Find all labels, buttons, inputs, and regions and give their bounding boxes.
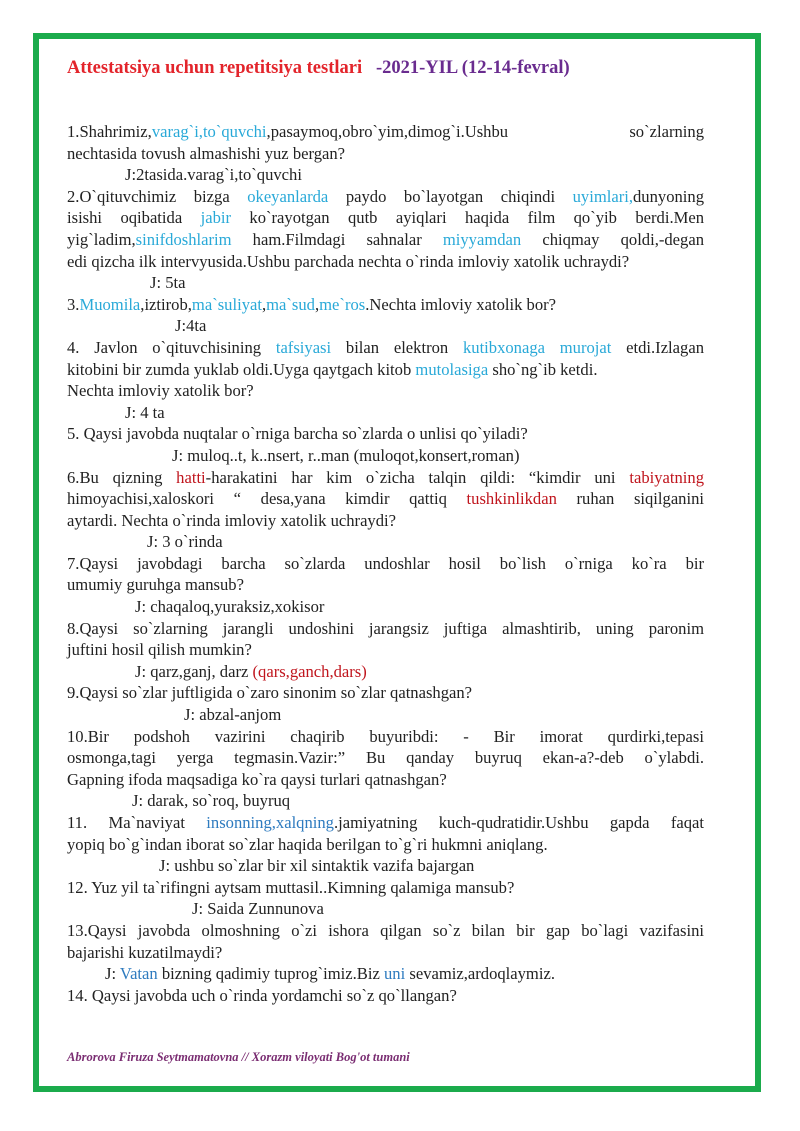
q9-text: 9.Qaysi so`zlar juftligida o`zaro sinonim so`zlar qatnashgan? <box>67 683 473 703</box>
q7-line2: umumiy guruhga mansub? <box>67 575 244 595</box>
q8-line1: 8.Qaysi so`zlarning jarangli undoshini jarangsiz juftiga almashtirib, uning paronim <box>67 618 704 638</box>
page-title <box>67 58 570 79</box>
q6-answer: J: 3 o`rinda <box>147 532 223 552</box>
q2-line2: isishi oqibatida jabir ko`rayotgan qutb ayiqlari haqida film qo`yib berdi.Men <box>67 208 705 228</box>
q2-line1: 2.O`qituvchimiz bizga okeyanlarda paydo bo`layotgan chiqindi uyimlari,dunyoning <box>67 186 704 206</box>
q4-line2: kitobini bir zumda yuklab oldi.Uyga qaytgach kitob mutolasiga sho`ng`ib ketdi. <box>67 359 598 379</box>
q11-answer: J: ushbu so`zlar bir xil sintaktik vazifa bajargan <box>159 856 475 876</box>
q1-answer: J:2tasida.varag`i,to`quvchi <box>125 165 302 185</box>
q13-answer: J: Vatan bizning qadimiy tuprog`imiz.Biz uni sevamiz,ardoqlaymiz. <box>105 964 555 984</box>
q1-line1: 1.Shahrimiz,varag`i,to`quvchi,pasaymoq,obro`yim,dimog`i.Ushbu so`zlarning <box>67 122 704 141</box>
q4-line3: Nechta imloviy xatolik bor? <box>67 381 254 401</box>
q7-answer: J: chaqaloq,yuraksiz,xokisor <box>135 597 325 617</box>
footer-author: Abrorova Firuza Seytmamatovna // Xorazm viloyati Bog'ot tumani <box>67 1050 410 1064</box>
q12-text: 12. Yuz yil ta`rifingni aytsam muttasil..Kimning qalamiga mansub? <box>67 877 515 897</box>
q2-line3: yig`ladim,sinifdoshlarim ham.Filmdagi sahnalar miyyamdan chiqmay qoldi,-degan <box>67 229 705 249</box>
q11-line1: 11. Ma`naviyat insonning,xalqning.jamiyatning kuch-qudratidir.Ushbu gapda faqat <box>67 813 704 832</box>
q13-line2: bajarishi kuzatilmaydi? <box>67 942 223 962</box>
title-main: Attestatsiya uchun repetitsiya testlari <box>67 58 363 78</box>
q10-line3: Gapning ifoda maqsadiga ko`ra qaysi turlari qatnashgan? <box>67 769 447 789</box>
q3-line1: 3.Muomila,iztirob,ma`suliyat,ma`sud,me`ros.Nechta imloviy xatolik bor? <box>67 294 557 314</box>
title-year: -2021-YIL (12-14-fevral) <box>375 58 570 78</box>
q7-line1: 7.Qaysi javobdagi barcha so`zlarda undoshlar hosil bo`lish o`rniga ko`ra bir <box>67 553 704 573</box>
q11-line2: yopiq bo`g`indan iborat so`zlar haqida berilgan to`g`ri hukmni aniqlang. <box>67 834 548 854</box>
q3-answer: J:4ta <box>175 316 207 336</box>
q5-answer: J: muloq..t, k..nsert, r..man (muloqot,konsert,roman) <box>172 445 520 465</box>
q13-line1: 13.Qaysi javobda olmoshning o`zi ishora qilgan so`z bilan bir gap bo`lagi vazifasini <box>67 920 704 940</box>
q14-text: 14. Qaysi javobda uch o`rinda yordamchi so`z qo`llangan? <box>67 985 457 1005</box>
q12-answer: J: Saida Zunnunova <box>192 899 324 919</box>
q6-line3: aytardi. Nechta o`rinda imloviy xatolik uchraydi? <box>67 510 396 530</box>
highlight: varag`i,to`quvchi <box>151 122 267 141</box>
q2-answer: J: 5ta <box>150 273 186 293</box>
q4-answer: J: 4 ta <box>125 402 165 422</box>
q8-answer: J: qarz,ganj, darz (qars,ganch,dars) <box>135 661 367 681</box>
q6-line2: himoyachisi,xaloskori “ desa,yana kimdir qattiq tushkinlikdan ruhan siqilganini <box>67 489 704 509</box>
q2-line4: edi qizcha ilk intervyusida.Ushbu parchada nechta o`rinda imloviy xatolik uchraydi? <box>67 251 630 271</box>
questions-content <box>67 121 704 1006</box>
q5-text: 5. Qaysi javobda nuqtalar o`rniga barcha so`zlarda o unlisi qo`yiladi? <box>67 424 528 444</box>
q8-line2: juftini hosil qilish mumkin? <box>67 640 252 660</box>
q10-line1: 10.Bir podshoh vazirini chaqirib buyuribdi: - Bir imorat qurdirki,tepasi <box>67 726 704 746</box>
q6-line1: 6.Bu qizning hatti-harakatini har kim o`zicha talqin qildi: “kimdir uni tabiyatning <box>67 467 704 487</box>
q10-line2: osmonga,tagi yerga tegmasin.Vazir:” Bu qanday buyruq ekan-a?-deb o`ylabdi. <box>67 748 704 768</box>
q9-answer: J: abzal-anjom <box>184 705 282 725</box>
q1-line2: nechtasida tovush almashishi yuz bergan? <box>67 143 346 163</box>
q10-answer: J: darak, so`roq, buyruq <box>132 791 291 811</box>
q4-line1: 4. Javlon o`qituvchisining tafsiyasi bilan elektron kutibxonaga murojat etdi.Izlagan <box>67 337 704 357</box>
